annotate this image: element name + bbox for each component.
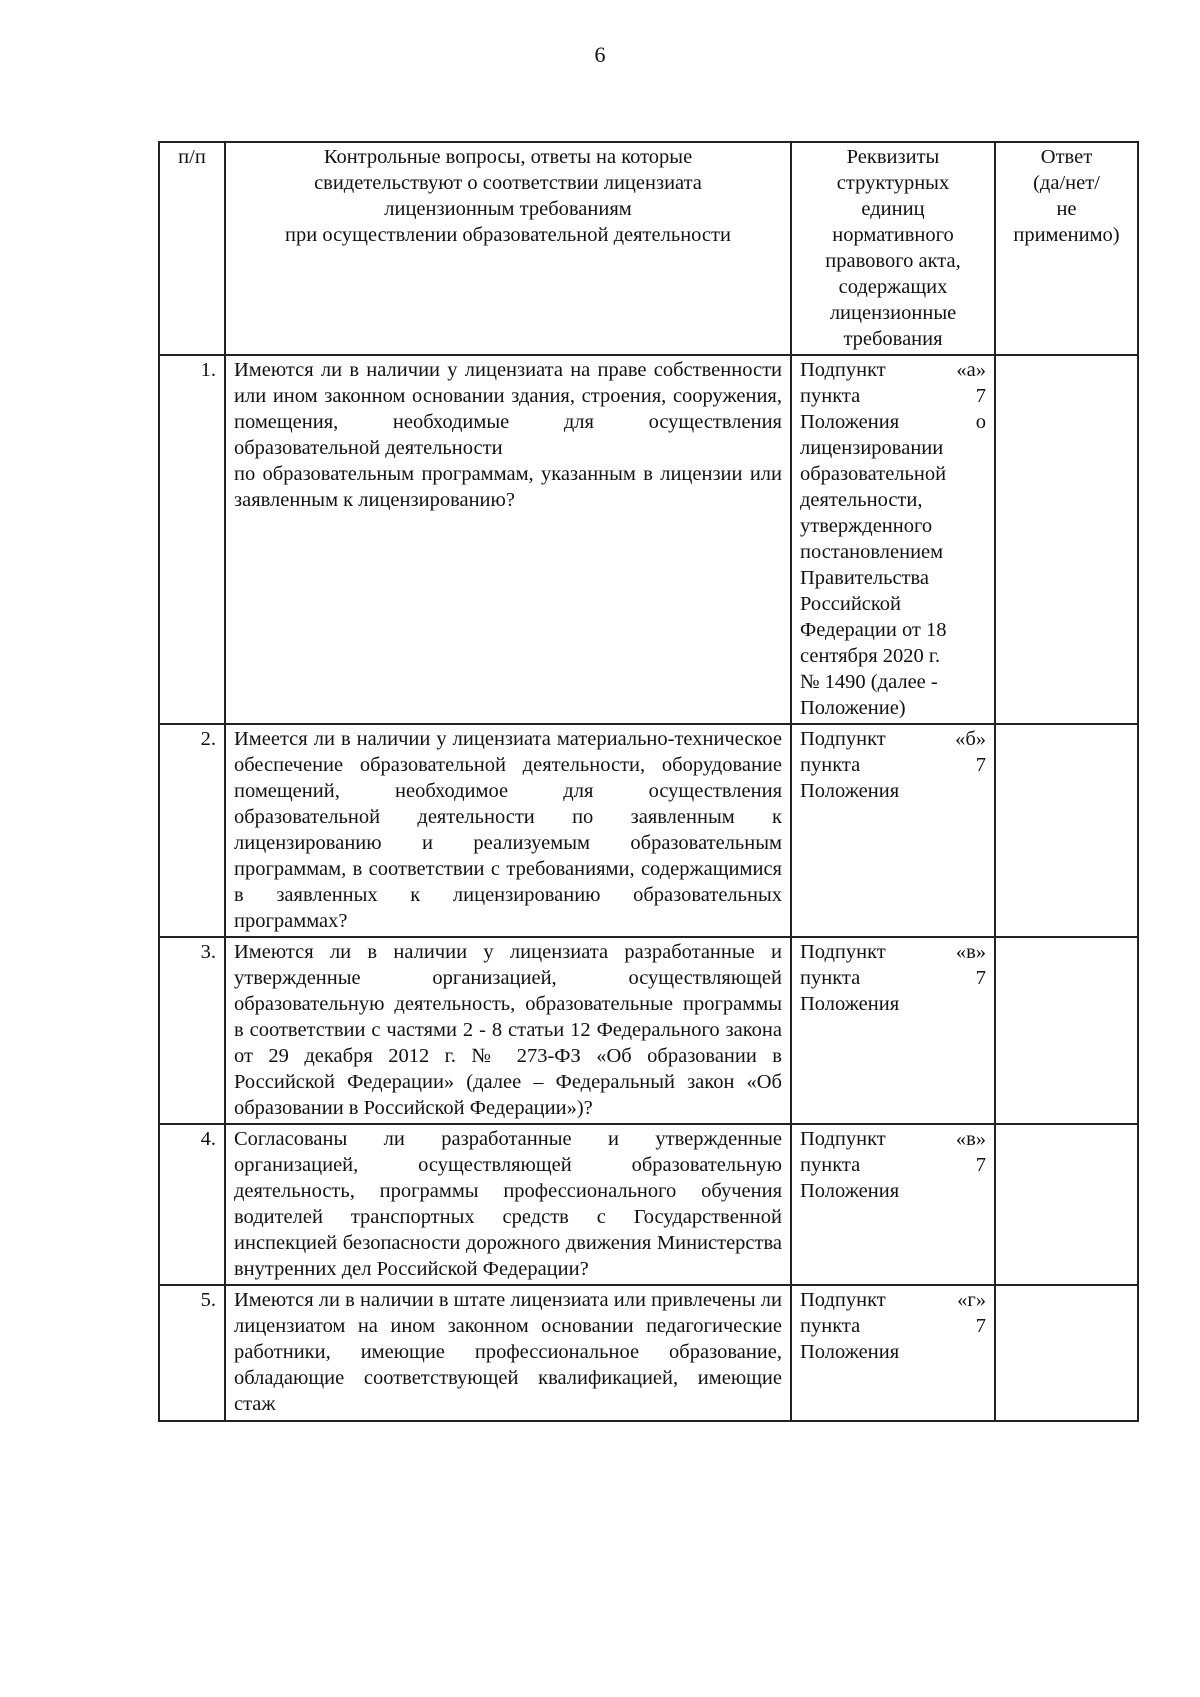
row-number: 5. xyxy=(159,1285,225,1421)
req-preposition: о xyxy=(975,411,986,433)
req-rest: Положения xyxy=(800,780,900,802)
row-question: Имеется ли в наличии у лицензиата материально-техническое обеспечение образовательной деятельности, оборудование помещений, необходимое для осуществления образовательной деятельности по заявленным к лицензированию и реализуемым образовательным программам, в соответствии с требованиями, содержащимися в заявленных к лицензированию образовательных программах? xyxy=(225,724,791,937)
header-number: п/п xyxy=(159,142,225,355)
row-number: 4. xyxy=(159,1124,225,1285)
req-subparagraph: Подпункт xyxy=(800,1128,886,1150)
req-regulation: Положения xyxy=(800,411,900,433)
header-question: Контрольные вопросы, ответы на которые свидетельствуют о соответствии лицензиата лицензионным требованиям при осуществлении образовательной деятельности xyxy=(225,142,791,355)
row-number: 3. xyxy=(159,937,225,1124)
row-answer-cell[interactable] xyxy=(995,1285,1138,1421)
header-requisites: Реквизиты структурных единиц нормативного правового акта, содержащих лицензионные требования xyxy=(791,142,995,355)
req-rest: лицензировании образовательной деятельности, утвержденного постановлением Правительства Российской Федерации от 18 сентября 2020 г. № 1490 (далее - Положение) xyxy=(800,437,947,719)
licensing-checklist-table xyxy=(158,141,1139,1422)
req-paragraph: пункта xyxy=(800,385,861,407)
req-paragraph-number: 7 xyxy=(975,967,986,989)
req-paragraph-number: 7 xyxy=(975,754,986,776)
req-subparagraph: Подпункт xyxy=(800,941,886,963)
table-header-row xyxy=(159,142,1138,355)
row-answer-cell[interactable] xyxy=(995,724,1138,937)
req-letter: «а» xyxy=(956,359,986,381)
req-paragraph: пункта xyxy=(800,1154,861,1176)
req-rest: Положения xyxy=(800,1341,900,1363)
table-row xyxy=(159,937,1138,1124)
req-subparagraph: Подпункт xyxy=(800,728,886,750)
req-subparagraph: Подпункт xyxy=(800,359,886,381)
table-row xyxy=(159,724,1138,937)
table-row xyxy=(159,1124,1138,1285)
table-row xyxy=(159,1285,1138,1421)
req-paragraph: пункта xyxy=(800,754,861,776)
row-answer-cell[interactable] xyxy=(995,1124,1138,1285)
row-requisites xyxy=(791,355,995,724)
row-requisites xyxy=(791,1124,995,1285)
req-paragraph-number: 7 xyxy=(975,385,986,407)
table-row xyxy=(159,355,1138,724)
req-letter: «в» xyxy=(955,941,986,963)
req-letter: «б» xyxy=(955,728,986,750)
req-rest: Положения xyxy=(800,993,900,1015)
row-requisites xyxy=(791,1285,995,1421)
req-letter: «в» xyxy=(955,1128,986,1150)
row-answer-cell[interactable] xyxy=(995,937,1138,1124)
req-rest: Положения xyxy=(800,1180,900,1202)
req-letter: «г» xyxy=(957,1289,986,1311)
req-paragraph: пункта xyxy=(800,967,861,989)
req-paragraph: пункта xyxy=(800,1315,861,1337)
row-question: Согласованы ли разработанные и утвержденные организацией, осуществляющей образовательную деятельность, программы профессионального обучения водителей транспортных средств с Государственной инспекцией безопасности дорожного движения Министерства внутренних дел Российской Федерации? xyxy=(225,1124,791,1285)
req-subparagraph: Подпункт xyxy=(800,1289,886,1311)
req-paragraph-number: 7 xyxy=(975,1154,986,1176)
row-question: Имеются ли в наличии у лицензиата на праве собственности или ином законном основании здания, строения, сооружения, помещения, необходимые для осуществления образовательной деятельности по образовательным программам, указанным в лицензии или заявленным к лицензированию? xyxy=(225,355,791,724)
row-requisites xyxy=(791,937,995,1124)
row-question: Имеются ли в наличии у лицензиата разработанные и утвержденные организацией, осуществляющей образовательную деятельность, образовательные программы в соответствии с частями 2 - 8 статьи 12 Федерального закона от 29 декабря 2012 г. № 273-ФЗ «Об образовании в Российской Федерации» (далее – Федеральный закон «Об образовании в Российской Федерации»)? xyxy=(225,937,791,1124)
page-number: 6 xyxy=(594,42,606,67)
row-number: 2. xyxy=(159,724,225,937)
row-number: 1. xyxy=(159,355,225,724)
req-paragraph-number: 7 xyxy=(975,1315,986,1337)
row-answer-cell[interactable] xyxy=(995,355,1138,724)
header-answer: Ответ (да/нет/ не применимо) xyxy=(995,142,1138,355)
row-question: Имеются ли в наличии в штате лицензиата или привлечены ли лицензиатом на ином законном основании педагогические работники, имеющие профессиональное образование, обладающие соответствующей квалификацией, имеющие стаж xyxy=(225,1285,791,1421)
row-requisites xyxy=(791,724,995,937)
